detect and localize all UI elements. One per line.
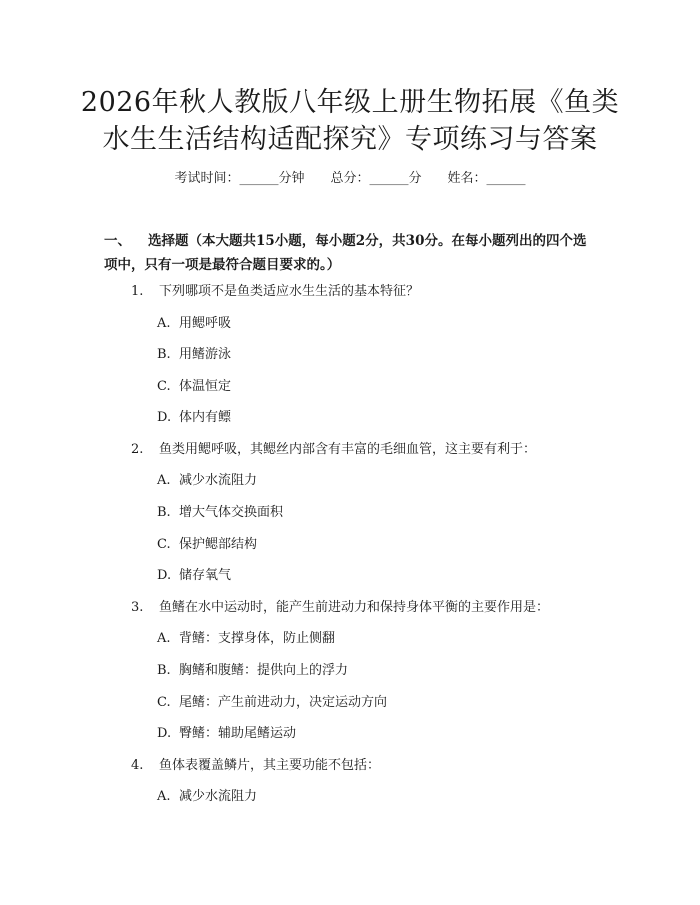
option-1c	[157, 378, 231, 396]
option-text: 体温恒定	[179, 379, 232, 394]
option-2b	[157, 504, 283, 522]
option-letter: B.	[157, 505, 171, 520]
question-number: 3.	[131, 600, 144, 615]
document-title-line-2: 水生生活结构适配探究》专项练习与答案	[102, 124, 598, 155]
option-text: 背鳍：支撑身体，防止侧翻	[179, 631, 336, 646]
option-text: 尾鳍：产生前进动力，决定运动方向	[179, 695, 388, 710]
exam-score: 总分：______分	[330, 171, 422, 186]
question-2	[131, 441, 536, 459]
option-text: 胸鳍和腹鳍：提供向上的浮力	[179, 663, 349, 678]
question-text: 鱼体表覆盖鳞片，其主要功能不包括：	[159, 758, 381, 773]
option-letter: A.	[157, 316, 171, 331]
option-letter: A.	[157, 789, 171, 804]
option-letter: A.	[157, 473, 171, 488]
option-letter: B.	[157, 347, 171, 362]
option-letter: B.	[157, 663, 171, 678]
question-text: 鱼类用鳃呼吸，其鳃丝内部含有丰富的毛细血管，这主要有利于：	[159, 442, 537, 457]
option-3b	[157, 662, 348, 680]
option-letter: D.	[157, 726, 172, 741]
question-1	[131, 283, 419, 301]
question-number: 1.	[131, 284, 144, 299]
section-number: 一、	[104, 233, 131, 249]
document-title-line-1: 2026年秋人教版八年级上册生物拓展《鱼类	[80, 87, 620, 118]
option-letter: C.	[157, 537, 171, 552]
option-text: 臀鳍：辅助尾鳍运动	[179, 726, 297, 741]
question-number: 4.	[131, 758, 144, 773]
option-1b	[157, 346, 231, 364]
option-2c	[157, 536, 257, 554]
question-text: 下列哪项不是鱼类适应水生生活的基本特征？	[159, 284, 420, 299]
option-4a	[157, 788, 257, 806]
option-text: 减少水流阻力	[179, 473, 258, 488]
option-2d	[157, 567, 231, 585]
exam-name: 姓名：______	[447, 171, 526, 186]
section-heading-line-1: 选择题（本大题共15小题，每小题2分，共30分。在每小题列出的四个选	[148, 233, 587, 249]
section-heading-continued: 项中，只有一项是最符合题目要求的。）	[104, 257, 341, 273]
option-3d	[157, 725, 296, 743]
option-text: 增大气体交换面积	[179, 505, 284, 520]
question-number: 2.	[131, 442, 144, 457]
question-4	[131, 757, 380, 775]
section-heading	[104, 229, 614, 253]
option-text: 储存氧气	[179, 568, 232, 583]
option-text: 体内有鳔	[179, 410, 232, 425]
option-letter: A.	[157, 631, 171, 646]
option-3a	[157, 630, 335, 648]
exam-info	[0, 170, 700, 188]
option-3c	[157, 694, 387, 712]
option-text: 减少水流阻力	[179, 789, 258, 804]
question-text: 鱼鳍在水中运动时，能产生前进动力和保持身体平衡的主要作用是：	[159, 600, 550, 615]
option-2a	[157, 472, 257, 490]
option-letter: C.	[157, 695, 171, 710]
exam-time: 考试时间：______分钟	[174, 171, 305, 186]
option-1d	[157, 409, 231, 427]
option-text: 用鳍游泳	[179, 347, 232, 362]
question-3	[131, 599, 549, 617]
option-letter: D.	[157, 568, 172, 583]
option-letter: C.	[157, 379, 171, 394]
option-letter: D.	[157, 410, 172, 425]
option-1a	[157, 315, 231, 333]
option-text: 用鳃呼吸	[179, 316, 232, 331]
option-text: 保护鳃部结构	[179, 537, 258, 552]
